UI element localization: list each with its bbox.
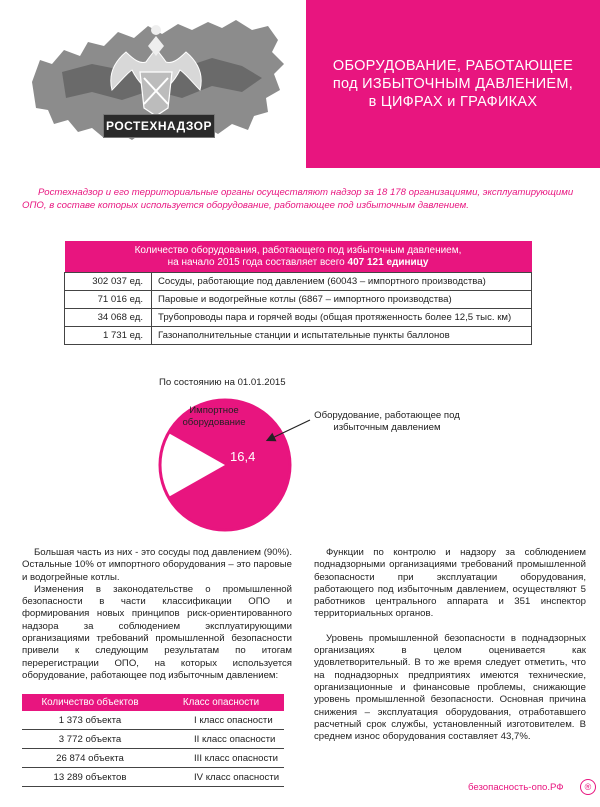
table-row: 34 068 ед. Трубопроводы пара и горячей воды (общая протяженность более 12,5 тыс. км): [65, 309, 532, 327]
table-row: 1 373 объекта I класс опасности: [22, 711, 284, 730]
left-text-column: [22, 547, 292, 682]
footer-site-link[interactable]: безопасность-опо.РФ: [468, 782, 564, 793]
chart-title: По состоянию на 01.01.2015: [159, 377, 286, 388]
pie-value-label: 16,4: [230, 449, 256, 464]
pie-label-import: Импортное оборудование: [182, 405, 246, 428]
left-paragraph-2: Изменения в законодательстве о промышленной безопасности в части классификации ОПО и формирования новых принципов риск-ориентированного надзора за соблюдением эксплуатирующими организациями требований промышленной безопасности привели к следующим результатам по итогам перерегистрации ОПО, на которых используется оборудование, работающее под избыточным давлением:: [22, 583, 292, 681]
table-row: 71 016 ед. Паровые и водогрейные котлы (6867 – импортного производства): [65, 291, 532, 309]
pie-label-pressure-equipment: Оборудование, работающее под избыточным давлением: [314, 410, 460, 433]
rostekhnadzor-logo: РОСТЕХНАДЗОР: [103, 114, 215, 138]
title-line-1: ОБОРУДОВАНИЕ, РАБОТАЮЩЕЕ: [332, 58, 574, 74]
table-row: 302 037 ед. Сосуды, работающие под давлением (60043 – импортного производства): [65, 273, 532, 291]
table-row: 13 289 объектов IV класс опасности: [22, 768, 284, 787]
right-paragraph-1: Функции по контролю и надзору за соблюдением поднадзорными организациями требований промышленной безопасности при эксплуатации оборудования, работающего под избыточным давлением, осуществляют 5 работников центрального аппарата и 351 инспектор территориальных органов.: [314, 547, 586, 620]
intro-paragraph: Ростехнадзор и его территориальные органы осуществляют надзор за 18 178 организациями, эксплуатирующими ОПО, в составе которых используется оборудование, работающее под избыточным давлением.: [22, 187, 574, 211]
col-header-count: Количество объектов: [22, 694, 158, 711]
equipment-table-header: Количество оборудования, работающего под избыточным давлением, на начало 2015 года составляет всего 407 121 единицу: [65, 241, 532, 273]
equipment-total: 407 121 единицу: [347, 257, 429, 268]
right-paragraph-2: Уровень промышленной безопасности в поднадзорных организациях в целом оценивается как удовлетворительный. В то же время следует отметить, что на поднадзорных предприятиях имеются технические, организационные и финансовые проблемы, снижающие уровень промышленной безопасности. Основная причина снижения – эксплуатация оборудования, отработавшего расчетный срок службы, установленный изготовителем. В среднем износ оборудования составляет 43,7%.: [314, 632, 586, 743]
title-line-2: под ИЗБЫТОЧНЫМ ДАВЛЕНИЕМ,: [332, 76, 574, 92]
title-line-3: в ЦИФРАХ и ГРАФИКАХ: [368, 94, 538, 110]
table-row: 1 731 ед. Газонаполнительные станции и испытательные пункты баллонов: [65, 327, 532, 345]
left-paragraph-1: Большая часть из них - это сосуды под давлением (90%). Остальные 10% от импортного оборудования – это паровые и водогрейные котлы.: [22, 547, 292, 583]
table-row: 26 874 объекта III класс опасности: [22, 749, 284, 768]
hazard-class-table: [22, 694, 284, 787]
col-header-class: Класс опасности: [158, 694, 284, 711]
table-row: 3 772 объекта II класс опасности: [22, 730, 284, 749]
registered-mark-icon: ®: [580, 779, 596, 795]
right-text-column: [314, 547, 586, 743]
